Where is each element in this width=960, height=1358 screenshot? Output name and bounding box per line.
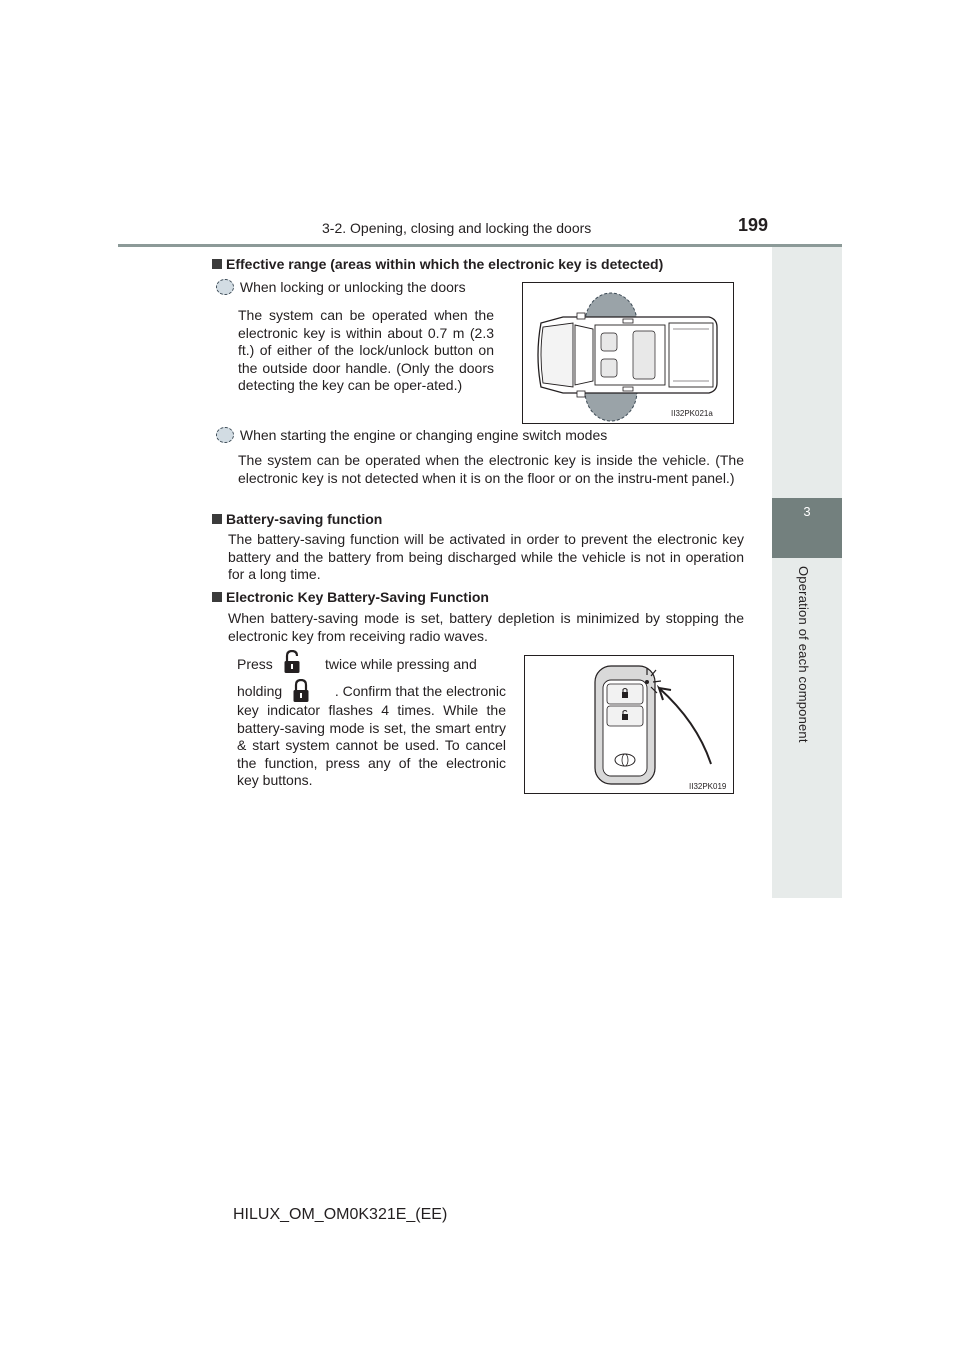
heading-square-icon: [212, 592, 222, 602]
press-word: Press: [237, 656, 273, 672]
key-battery-saving-body: When battery-saving mode is set, battery depletion is minimized by stopping the electronic key from receiving radio waves.: [228, 610, 744, 644]
electronic-key-illustration: [525, 656, 733, 793]
vehicle-hood: [541, 323, 573, 387]
heading-square-icon: [212, 259, 222, 269]
item1-title-row: [216, 279, 466, 297]
figure2-code: II32PK019: [689, 782, 727, 791]
holding-word: holding: [237, 683, 283, 699]
seat-front-right: [601, 359, 617, 377]
item2-body: The system can be operated when the electronic key is inside the vehicle. (The electronic key is not detected when it is on the floor or on the instru-ment panel.): [238, 452, 744, 486]
unlock-icon: [283, 650, 301, 679]
page-number: 199: [738, 215, 769, 235]
twice-while-text: twice while pressing and: [325, 656, 477, 672]
key-battery-saving-heading: Electronic Key Battery-Saving Function: [212, 589, 489, 605]
side-tab-strip: [772, 247, 842, 498]
vehicle-windshield: [575, 325, 593, 385]
header-rule: [118, 244, 842, 247]
press-line: [228, 656, 506, 676]
chapter-number: 3: [803, 504, 811, 519]
document-code: HILUX_OM_OM0K321E_(EE): [233, 1206, 448, 1223]
figure1-code: II32PK021a: [671, 409, 713, 418]
key-indicator-light: [645, 680, 649, 684]
seat-front-left: [601, 333, 617, 351]
dashed-circle-bullet-icon: [216, 279, 234, 295]
dashed-circle-bullet-icon: [216, 427, 234, 443]
item2-title-row: [216, 427, 607, 445]
door-handle-left: [623, 319, 633, 323]
vehicle-bed: [669, 323, 713, 387]
item1-body: The system can be operated when the electronic key is within about 0.7 m (2.3 ft.) of either of the lock/unlock button on the outside door handle. (Only the doors detecting the key can be oper-ated.): [238, 307, 494, 393]
battery-saving-body: The battery-saving function will be activated in order to prevent the electronic key battery and the battery from being discharged while the vehicle is not in operation for a long time.: [228, 531, 744, 582]
battery-saving-heading: Battery-saving function: [212, 511, 382, 527]
item2-title: When starting the engine or changing engine switch modes: [239, 427, 608, 443]
vehicle-range-figure: [522, 282, 734, 424]
confirm-text: . Confirm that the electronic: [334, 683, 506, 699]
pointing-arrow: [659, 688, 711, 764]
seat-rear: [633, 331, 655, 379]
key-battery-saving-rest: key indicator flashes 4 times. While the battery-saving mode is set, the smart entry & start system cannot be used. To cancel the function, press any of the electronic key buttons.: [237, 702, 506, 788]
holding-line: [228, 683, 506, 703]
effective-range-heading: Effective range (areas within which the electronic key is detected): [212, 256, 663, 272]
item1-title: When locking or unlocking the doors: [239, 279, 466, 295]
section-title: 3-2. Opening, closing and locking the doors: [322, 220, 592, 236]
door-handle-right: [623, 387, 633, 391]
chapter-title: Operation of each component: [796, 566, 811, 743]
key-fob-figure: [524, 655, 734, 794]
vehicle-top-view-illustration: [523, 283, 733, 423]
heading-square-icon: [212, 514, 222, 524]
